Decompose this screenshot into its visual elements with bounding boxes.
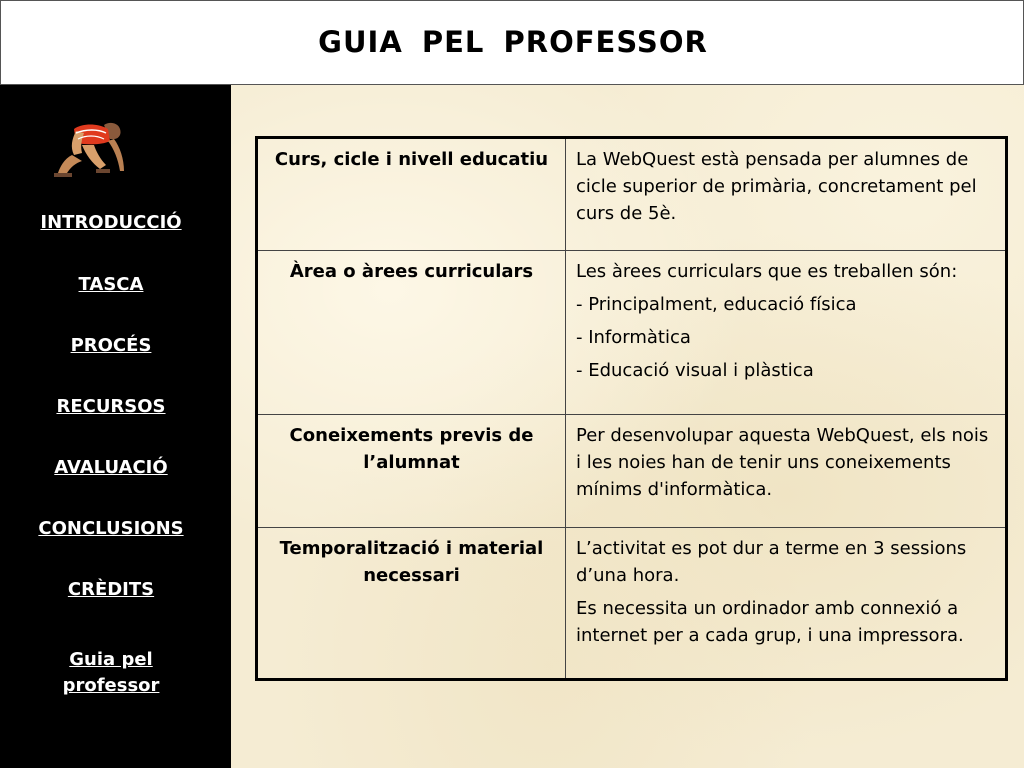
nav-conclusions[interactable]: CONCLUSIONS bbox=[38, 518, 184, 539]
row-text: L’activitat es pot dur a terme en 3 sessions d’una hora. bbox=[576, 538, 967, 586]
content-area bbox=[231, 85, 1024, 768]
row-text: La WebQuest està pensada per alumnes de cicle superior de primària, concretament pel curs de 5è. bbox=[576, 149, 977, 224]
nav-credits[interactable]: CRÈDITS bbox=[67, 579, 155, 600]
nav-guia-professor-line2: professor bbox=[62, 675, 160, 696]
row-label: Coneixements previs de l’alumnat bbox=[257, 415, 566, 528]
row-label: Àrea o àrees curriculars bbox=[257, 251, 566, 415]
header-bar bbox=[0, 0, 1024, 85]
row-text: Per desenvolupar aquesta WebQuest, els nois i les noies han de tenir uns coneixements mínims d'informàtica. bbox=[576, 425, 989, 500]
nav-introduccio[interactable]: INTRODUCCIÓ bbox=[40, 212, 182, 233]
nav-proces[interactable]: PROCÉS bbox=[70, 335, 152, 356]
row-text: - Principalment, educació física bbox=[576, 294, 857, 315]
row-label: Curs, cicle i nivell educatiu bbox=[257, 138, 566, 251]
table-row bbox=[257, 528, 1007, 680]
nav-tasca[interactable]: TASCA bbox=[78, 274, 144, 295]
row-text: - Educació visual i plàstica bbox=[576, 360, 814, 381]
row-text: - Informàtica bbox=[576, 327, 691, 348]
row-label: Temporalització i material necessari bbox=[257, 528, 566, 680]
row-value bbox=[566, 251, 1007, 415]
page-title: GUIA PEL PROFESSOR bbox=[318, 25, 708, 59]
nav-guia-professor-line1: Guia pel bbox=[69, 649, 153, 670]
table-row bbox=[257, 415, 1007, 528]
teacher-guide-table bbox=[255, 136, 1008, 681]
nav-guia-professor[interactable] bbox=[0, 647, 222, 699]
sidebar bbox=[0, 85, 231, 768]
row-value bbox=[566, 528, 1007, 680]
table-row bbox=[257, 251, 1007, 415]
climber-figure-icon bbox=[52, 115, 128, 179]
nav-recursos[interactable]: RECURSOS bbox=[56, 396, 166, 417]
row-value bbox=[566, 415, 1007, 528]
row-text: Es necessita un ordinador amb connexió a internet per a cada grup, i una impressora. bbox=[576, 598, 964, 646]
row-value bbox=[566, 138, 1007, 251]
nav-avaluacio[interactable]: AVALUACIÓ bbox=[54, 457, 168, 478]
table-row bbox=[257, 138, 1007, 251]
row-text: Les àrees curriculars que es treballen són: bbox=[576, 261, 958, 282]
